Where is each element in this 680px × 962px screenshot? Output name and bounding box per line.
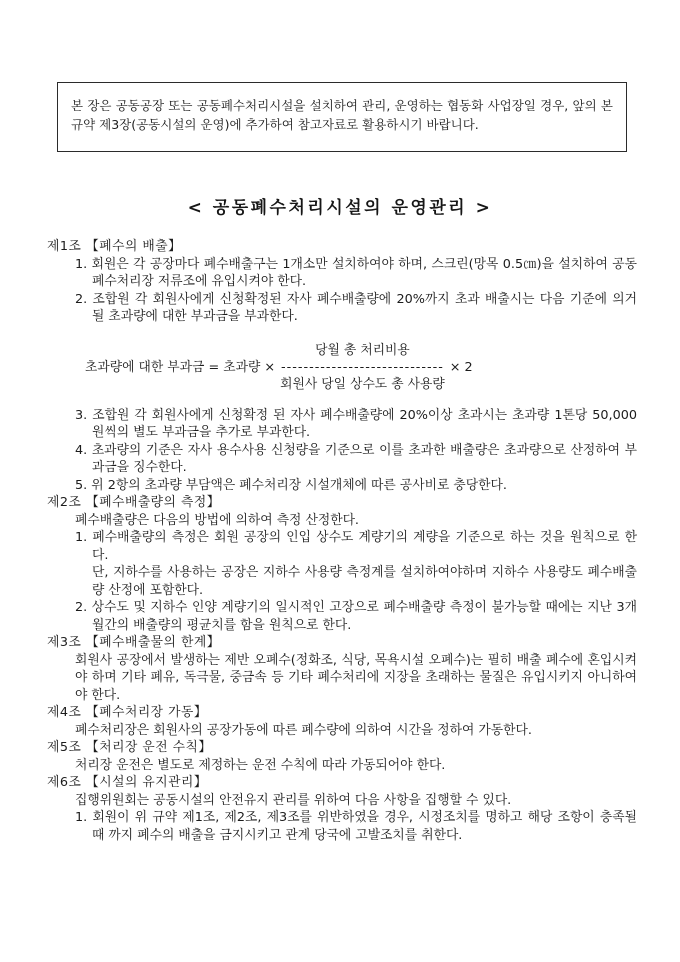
article-2-item-1-note: 단, 지하수를 사용하는 공장은 지하수 사용량 측정계를 설치하여야하며 지하수 사용량도 폐수배출량 산정에 포함한다.	[92, 565, 637, 598]
notice-text: 본 장은 공동공장 또는 공동폐수처리시설을 설치하여 관리, 운영하는 협동화 사업장일 경우, 앞의 본 규약 제3장(공동시설의 운영)에 추가하여 참고자료로 활용하시기 바랍니다.	[71, 97, 613, 132]
article-1-heading: 제1조 【폐수의 배출】	[47, 239, 182, 254]
article-1-item-5: 5. 위 2항의 초과량 부담액은 폐수처리장 시설개체에 따른 공사비로 충당한다.	[75, 477, 507, 493]
formula-fraction	[280, 342, 445, 393]
article-1-item-1: 1. 회원은 각 공장마다 폐수배출구는 1개소만 설치하여야 하며, 스크린(망목 0.5㎝)을 설치하여 공동폐수처리장 저류조에 유입시켜야 한다.	[75, 256, 637, 289]
article-6-item-1: 1. 회원이 위 규약 제1조, 제2조, 제3조를 위반하였을 경우, 시정조치를 명하고 해당 조항이 충족될 때 까지 폐수의 배출을 금지시키고 관계 당국에 고발조치를 취한다.	[75, 810, 637, 843]
formula-denominator: 회원사 당일 상수도 총 사용량	[280, 376, 445, 392]
formula-numerator: 당월 총 처리비용	[315, 342, 410, 358]
article-2-item-2: 2. 상수도 및 지하수 인양 계량기의 일시적인 고장으로 폐수배출량 측정이 불가능할 때에는 지난 3개월간의 배출량의 평균치를 함을 원칙으로 한다.	[75, 600, 637, 633]
notice-box	[57, 82, 627, 152]
article-1-item-4: 4. 초과량의 기준은 자사 용수사용 신청량을 기준으로 이를 초과한 배출량은 초과량으로 산정하여 부과금을 징수한다.	[75, 442, 637, 475]
document-body	[47, 238, 637, 844]
article-6-intro: 집행위원회는 공동시설의 안전유지 관리를 위하여 다음 사항을 집행할 수 있다.	[75, 792, 512, 808]
formula-left-side: 초과량에 대한 부과금 = 초과량 ×	[85, 359, 276, 375]
article-4-body: 폐수처리장은 회원사의 공장가동에 따른 폐수량에 의하여 시간을 정하여 가동한다.	[75, 722, 532, 738]
article-5-body: 처리장 운전은 별도로 제정하는 운전 수칙에 따라 가동되어야 한다.	[75, 757, 446, 773]
article-6-heading: 제6조 【시설의 유지관리】	[47, 775, 208, 790]
article-2-intro: 폐수배출량은 다음의 방법에 의하여 측정 산정한다.	[75, 512, 360, 528]
article-3-heading: 제3조 【폐수배출물의 한계】	[47, 635, 220, 650]
article-1-item-2: 2. 조합원 각 회원사에게 신청확정된 자사 폐수배출량에 20%까지 초과 배출시는 다음 기준에 의거 될 초과량에 대한 부과금을 부과한다.	[75, 291, 637, 324]
document-title: < 공동폐수처리시설의 운영관리 >	[187, 198, 493, 218]
article-1-item-3: 3. 조합원 각 회원사에게 신청확정 된 자사 폐수배출량에 20%이상 초과시는 초과량 1톤당 50,000원씩의 별도 부과금을 추가로 부과한다.	[75, 407, 637, 440]
formula-multiplier: × 2	[449, 359, 473, 375]
article-3-body: 회원사 공장에서 발생하는 제반 오폐수(정화조, 식당, 목욕시설 오폐수)는 필히 배출 폐수에 혼입시켜야 하며 기타 폐유, 독극물, 중금속 등 기타 폐수처리에 지장을 초래하는 물질은 유입시키지 아니하여야 한다.	[75, 652, 637, 703]
article-2-heading: 제2조 【폐수배출량의 측정】	[47, 495, 220, 510]
article-2-item-1: 1. 폐수배출량의 측정은 회원 공장의 인입 상수도 계량기의 계량을 기준으로 하는 것을 원칙으로 한다.	[75, 530, 637, 563]
surcharge-formula	[85, 342, 637, 393]
formula-fraction-bar: -----------------------------	[280, 359, 444, 375]
article-4-heading: 제4조 【폐수처리장 가동】	[47, 705, 208, 720]
article-5-heading: 제5조 【처리장 운전 수칙】	[47, 740, 212, 755]
